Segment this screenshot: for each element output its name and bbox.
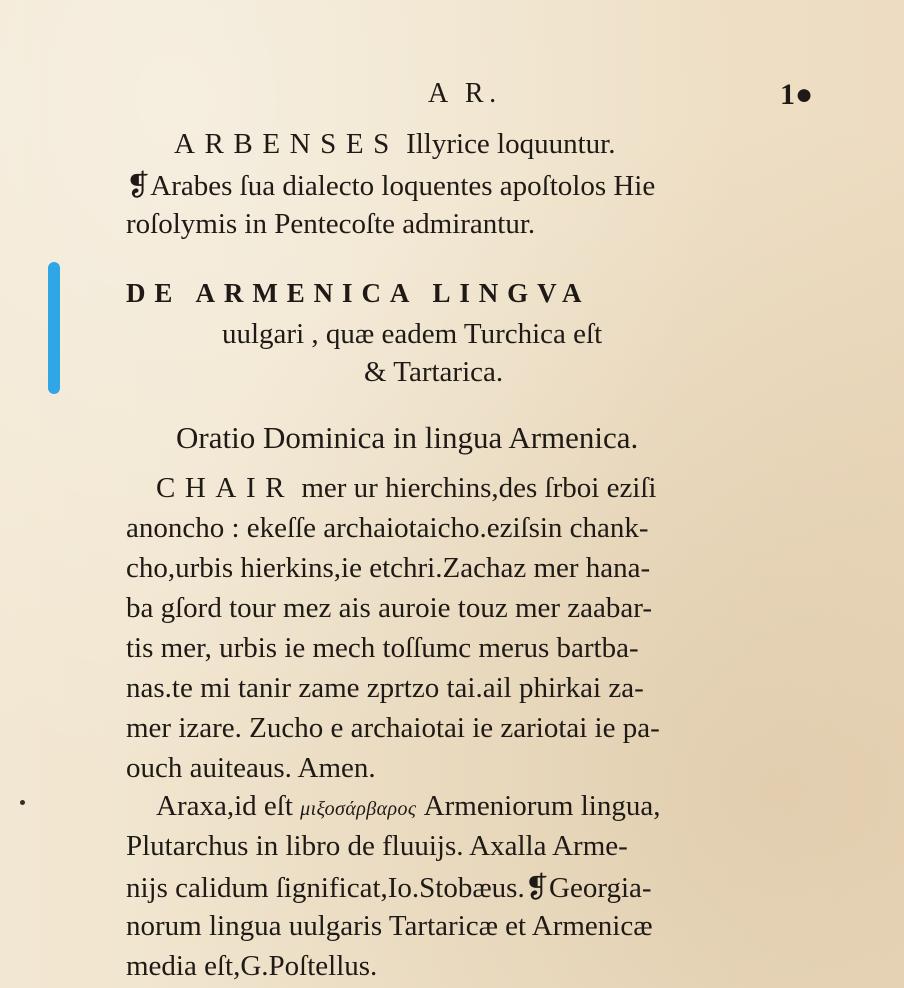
text-line: mer izare. Zucho e archaiotai ie zariotai ie pa-	[126, 712, 660, 744]
text-line: nas.te mi tanir zame zprtzo tai.ail phirkai za-	[126, 672, 644, 704]
small-caps-word: CHAIR	[156, 472, 295, 504]
text-line: tis mer, urbis ie mech toſſumc merus bartba-	[126, 632, 639, 664]
text-line	[174, 128, 615, 161]
text-fragment: Illyrice loquuntur.	[398, 128, 616, 160]
text-line: media eſt,G.Poſtellus.	[126, 950, 378, 982]
text-fragment: Araxa,id eſt	[156, 790, 301, 822]
text-line: ouch auiteaus. Amen.	[126, 752, 376, 784]
blue-margin-mark	[48, 262, 60, 394]
subheading: Oratio Dominica in lingua Armenica.	[176, 420, 639, 455]
text-line: nijs calidum ſignificat,Io.Stobæus.❡Georgia-	[126, 872, 652, 904]
section-heading: DE ARMENICA LINGVA	[126, 278, 591, 308]
text-line: roſolymis in Pentecoſte admirantur.	[126, 208, 536, 240]
section-heading-line: uulgari , quæ eadem Turchica eſt	[222, 318, 603, 350]
section-heading-line: & Tartarica.	[364, 356, 504, 388]
greek-word: μιξοσάρβαρος	[300, 798, 417, 820]
small-caps-word: ARBENSES	[174, 128, 399, 160]
text-fragment: mer ur hierchins,des ſrboi eziſi	[294, 472, 657, 504]
text-line: ba gſord tour mez ais auroie touz mer zaabar-	[126, 592, 653, 624]
text-line: anoncho : ekeſſe archaiotaicho.eziſsin chank-	[126, 512, 649, 544]
text-line	[156, 472, 656, 505]
text-line: Plutarchus in libro de fluuijs. Axalla Arme-	[126, 830, 628, 862]
text-fragment: Armeniorum lingua,	[416, 790, 661, 822]
text-line: cho,urbis hierkins,ie etchri.Zachaz mer hana-	[126, 552, 651, 584]
page-number: 1●	[780, 78, 814, 111]
running-head: A R.	[428, 78, 502, 109]
text-line: norum lingua uulgaris Tartaricæ et Armenicæ	[126, 910, 653, 942]
text-line	[156, 790, 660, 823]
text-line: ❡Arabes ſua dialecto loquentes apoſtolos Hie	[126, 170, 656, 202]
ink-speck	[20, 800, 25, 805]
